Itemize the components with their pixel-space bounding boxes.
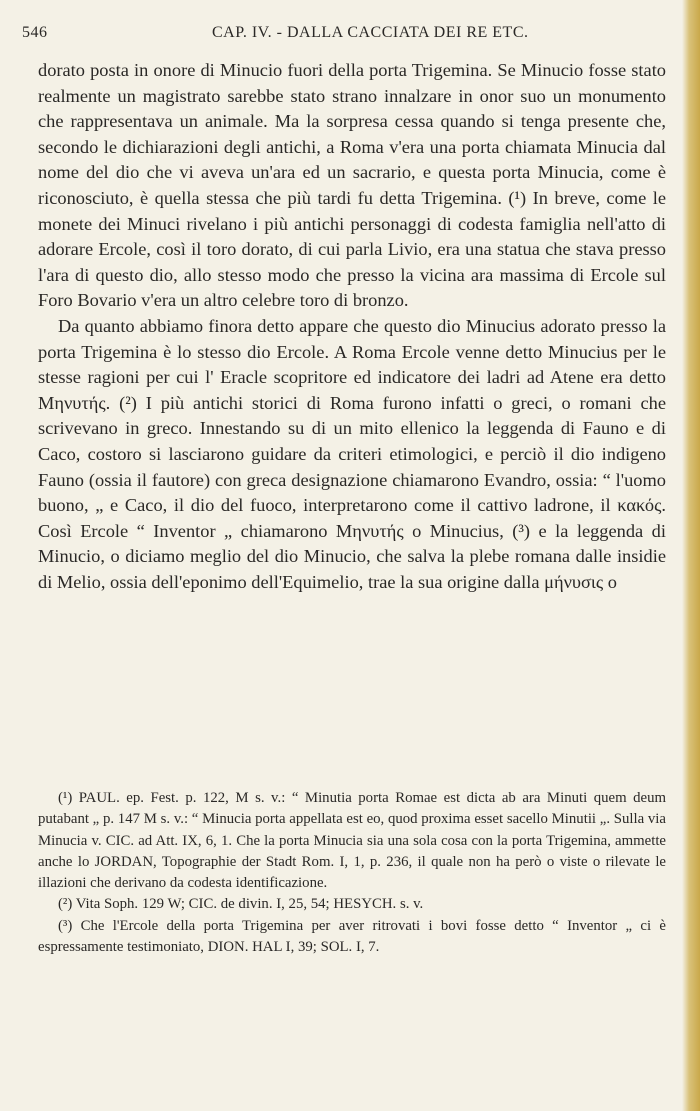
footnote-separator (38, 784, 666, 785)
page-edge-shadow (682, 0, 700, 1111)
footnote-1: (¹) PAUL. ep. Fest. p. 122, M s. v.: “ Minutia porta Romae est dicta ab ara Minuti quem deum putabant „ p. 147 M s. v.: “ Minucia porta appellata est eo, quod proxima esset sacello Minutii „. Sulla via Minucia v. CIC. ad Att. IX, 6, 1. Che la porta Minucia sia una sola cosa con la porta Trigemina, ammette anche lo JORDAN, Topographie der Stadt Rom. I, 1, p. 236, il quale non ha però o viste o rilevate le illazioni che derivano da codesta identificazione. (38, 790, 666, 892)
footnote-3: (³) Che l'Ercole della porta Trigemina per aver ritrovati i bovi fosse detto “ Inventor „ ci è espressamente testimoniato, DION. HAL I, 39; SOL. I, 7. (38, 917, 666, 956)
paragraph-1: dorato posta in onore di Minucio fuori della porta Trigemina. Se Minucio fosse stato realmente un magistrato sarebbe stato strano innalzare in onor suo un monumento che rappresentava un animale. Ma la sorpresa cessa quando si tenga presente che, secondo le dichiarazioni degli antichi, a Roma v'era una porta chiamata Minucia dal nome del dio che vi aveva un'ara ed un sacrario, e questa porta Minucia, come è riconosciuto, è quella stessa che più tardi fu detta Trigemina. (¹) In breve, come le monete dei Minuci rivelano i più antichi personaggi di codesta famiglia nell'atto di adorare Ercole, così il toro dorato, di cui parla Livio, era una statua che stava presso l'ara di questo dio, allo stesso modo che presso la vicina ara massima di Ercole sul Foro Bovario v'era un altro celebre toro di bronzo. (38, 60, 666, 311)
paragraph-2: Da quanto abbiamo finora detto appare che questo dio Minucius adorato presso la porta Trigemina è lo stesso dio Ercole. A Roma Ercole venne detto Minucius per le stesse ragioni per cui l' Eracle scopritore ed indicatore dei ladri ad Atene era detto Μηνυτής. (²) I più antichi storici di Roma furono infatti o greci, o romani che scrivevano in greco. Innestando su di un mito ellenico la leggenda di Fauno e di Caco, costoro si lasciarono guidare da criteri etimologici, e perciò il dio indigeno Fauno (ossia il fautore) con greca designazione chiamarono Evandro, ossia: “ l'uomo buono, „ e Caco, il dio del fuoco, interpretarono come il cattivo ladrone, il κακός. Così Ercole “ Inventor „ chiamarono Μηνυτής o Minucius, (³) e la leggenda di Minucio, o diciamo meglio del dio Minucio, che salva la plebe romana dalle insidie di Melio, ossia dell'eponimo dell'Equimelio, trae la sua origine dalla μήνυσις o (38, 315, 666, 592)
running-title: CAP. IV. - DALLA CACCIATA DEI RE ETC. (212, 24, 529, 41)
footnote-2: (²) Vita Soph. 129 W; CIC. de divin. I, 25, 54; HESYCH. s. v. (58, 896, 424, 913)
footnotes (38, 788, 666, 958)
running-header (22, 24, 662, 50)
main-text (38, 58, 666, 595)
page-number: 546 (22, 24, 48, 41)
